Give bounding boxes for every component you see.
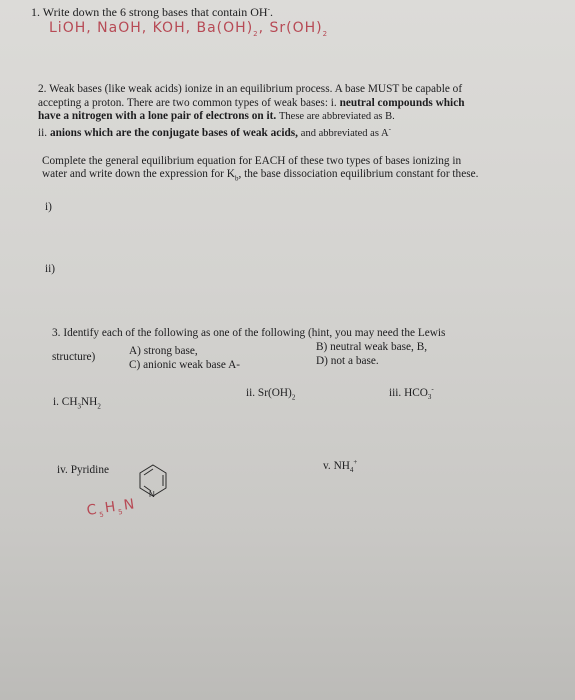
q1-prompt	[31, 3, 273, 19]
q2-part-i: i)	[45, 201, 52, 213]
q3-item-ii-sub: 2	[291, 393, 296, 402]
q2-instr2-text: water and write down the expression for K	[42, 168, 235, 180]
q2-instr1-text: Complete the general equilibrium equation for EACH of these two types of bases ionizing in	[42, 155, 462, 167]
q3-option-b: B) neutral weak base, B,	[316, 341, 428, 353]
q3-item-v	[323, 456, 357, 477]
q1-prompt-text: Write down the 6 strong bases that contain OH	[42, 5, 268, 19]
q1-answer-sub: 2	[253, 29, 259, 38]
q1-answer-text: LiOH, NaOH, KOH, Ba(OH)	[49, 20, 254, 36]
q3-item-iv-answer-sub2: 5	[117, 507, 126, 517]
q2-number: 2.	[38, 83, 47, 95]
pyridine-nitrogen-label: N	[149, 490, 155, 499]
q3-item-iv-answer-c: C	[85, 501, 100, 519]
q3-item-v-sub: 4	[349, 466, 354, 475]
q2-instr2-text-b: , the base dissociation equilibrium constant for these.	[238, 168, 479, 180]
q3-item-iv-answer-h: H	[103, 498, 119, 517]
q2-line4-num: ii.	[38, 126, 48, 139]
q3-option-c: C) anionic weak base A-	[129, 359, 241, 371]
q2-line3	[38, 110, 395, 123]
q3-item-i	[53, 396, 101, 413]
q2-line1	[38, 83, 462, 96]
q1-number: 1.	[31, 5, 40, 19]
q1-prompt-end: .	[269, 5, 273, 19]
q1-answer-tail: , Sr(OH)	[258, 20, 323, 36]
q3-item-iv-answer-n: N	[122, 496, 138, 514]
q2-line2-bold: neutral compounds which	[339, 97, 465, 109]
q3-intro-line1	[52, 327, 445, 340]
q3-item-iv: iv. Pyridine	[57, 464, 109, 476]
q3-item-i-sub2: 2	[97, 402, 101, 411]
q3-item-iii-text: iii. HCO	[389, 386, 428, 399]
q2-line4-sup: -	[388, 125, 391, 133]
q2-instruction-line1	[42, 155, 461, 168]
q3-item-i-mid: NH	[80, 396, 98, 408]
q3-item-iii-sup: -	[431, 385, 434, 393]
q2-instruction-line2	[42, 168, 478, 185]
q3-item-i-text: i. CH	[53, 396, 78, 408]
q2-line4-bold: anions which are the conjugate bases of weak acids,	[49, 126, 298, 139]
q3-option-d: D) not a base.	[316, 355, 379, 367]
q3-item-v-text: v. NH	[323, 459, 350, 472]
q2-line3-text: These are abbreviated as B.	[279, 111, 395, 122]
q3-item-ii-text: ii. Sr(OH)	[246, 387, 292, 399]
q3-item-iv-handwritten-answer	[86, 496, 138, 521]
q2-line4	[38, 123, 391, 140]
q2-line4-text: and abbreviated as A	[300, 127, 389, 139]
q3-item-ii	[246, 387, 295, 404]
q1-prompt-sup: -	[267, 5, 270, 13]
q3-item-iii	[389, 383, 434, 404]
q2-part-ii: ii)	[45, 263, 56, 275]
q3-number: 3.	[52, 327, 61, 339]
q3-item-iii-sub: 3	[427, 393, 432, 402]
q2-line2-text: accepting a proton. There are two common types of weak bases: i.	[38, 97, 337, 109]
q1-answer-tail-sub: 2	[322, 29, 329, 38]
q3-intro1-text: Identify each of the following as one of the following (hint, you may need the Lewis	[63, 327, 446, 339]
q3-item-iv-answer-sub1: 5	[98, 510, 107, 520]
q2-line2	[38, 97, 465, 110]
q2-line3-bold: have a nitrogen with a lone pair of electrons on it.	[38, 110, 277, 122]
q2-instr2-sub: b	[234, 174, 239, 183]
q2-line1-text: Weak bases (like weak acids) ionize in an equilibrium process. A base MUST be capable of	[49, 83, 463, 95]
q3-intro-line2: structure)	[52, 351, 96, 363]
q3-item-v-sup: +	[353, 458, 358, 466]
q3-item-i-sub1: 3	[77, 402, 81, 411]
q1-handwritten-answer	[49, 20, 328, 38]
q3-option-a: A) strong base,	[129, 345, 198, 357]
